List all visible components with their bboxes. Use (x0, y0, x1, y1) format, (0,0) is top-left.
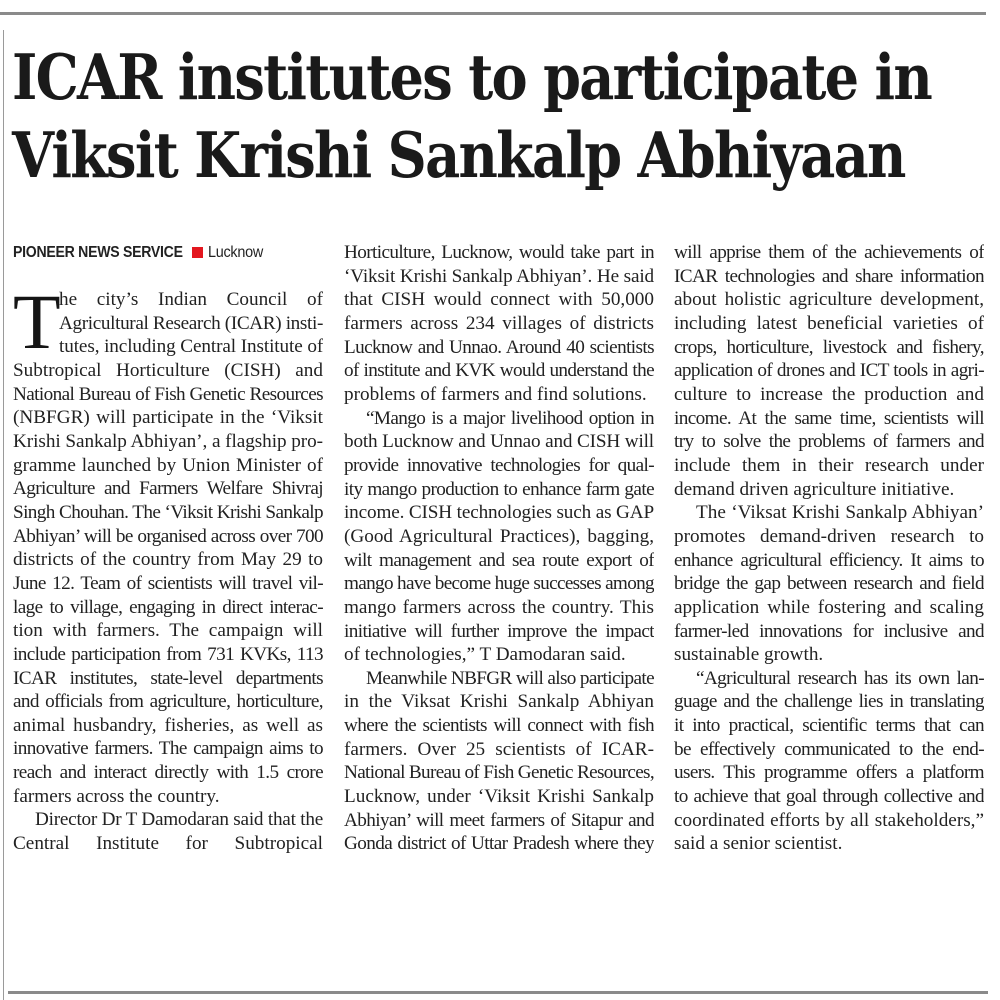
text-line: sustainable growth. (674, 644, 824, 666)
text-line: Horticulture, Lucknow, would take part in (344, 242, 654, 263)
text-line: June 12. Team of scientists will travel vil- (13, 572, 323, 594)
text-line: Gonda district of Uttar Pradesh where they (344, 833, 654, 855)
text-line: in the Viksat Krishi Sankalp Abhiyan (344, 691, 654, 713)
text-line: reach and interact directly with 1.5 crore (13, 762, 323, 784)
text-line: (NBFGR) will participate in the ‘Viksit (13, 407, 323, 429)
text-line: income. At the same time, scientists will (674, 407, 984, 429)
text-line: crops, horticulture, livestock and fishery, (674, 336, 984, 358)
top-rule (0, 12, 986, 15)
text-line: initiative will further improve the impact (344, 620, 654, 642)
text-line: ity mango production to enhance farm gate (344, 478, 654, 500)
text-line: problems of farmers and find solutions. (344, 383, 647, 405)
headline (12, 38, 932, 194)
text-line: National Bureau of Fish Genetic Resources (13, 383, 323, 405)
text-line: ICAR technologies and share information (674, 265, 984, 287)
text-line: bridge the gap between research and field (674, 573, 984, 595)
text-line: Abhiyan’ will be organised across over 700 (13, 525, 323, 547)
text-line: “Mango is a major livelihood option in (366, 407, 654, 429)
text-line: users. This programme offers a platform (674, 762, 984, 784)
text-line: Director Dr T Damodaran said that the (35, 809, 323, 831)
text-line: National Bureau of Fish Genetic Resources, (344, 762, 654, 784)
text-line: Meanwhile NBFGR will also participate (366, 667, 654, 689)
text-line: Abhiyan’ will meet farmers of Sitapur and (344, 809, 654, 831)
text-line: will apprise them of the achievements of (674, 242, 984, 263)
text-line: farmers across the country. (13, 785, 220, 807)
text-line: application while fostering and scaling (674, 596, 984, 618)
text-line: demand driven agriculture initiative. (674, 478, 955, 500)
text-line: ICAR institutes, state-level departments (13, 667, 323, 689)
text-line: farmers across 234 villages of districts (344, 312, 654, 334)
lead-paragraph (13, 278, 323, 856)
bottom-rule (8, 991, 988, 994)
text-line: lage to village, engaging in direct interac- (13, 596, 323, 618)
text-line: Subtropical Horticulture (CISH) and (13, 359, 323, 381)
article-column-3 (674, 241, 984, 856)
text-line: guage and the challenge lies in translating (674, 691, 984, 713)
text-line: innovative farmers. The campaign aims to (13, 738, 323, 760)
text-line: Lucknow and Unnao. Around 40 scientists (344, 336, 654, 358)
text-line: it into practical, scientific terms that can (674, 715, 984, 737)
text-line: try to solve the problems of farmers and (674, 431, 984, 453)
text-line: Lucknow, under ‘Viksit Krishi Sankalp (344, 786, 654, 808)
text-line: Agricultural Research (ICAR) insti- (59, 312, 323, 334)
text-line: of technologies,” T Damodaran said. (344, 644, 626, 666)
text-line: ‘Viksit Krishi Sankalp Abhiyan’. He said (344, 265, 654, 287)
text-line: include them in their research under (674, 454, 984, 476)
byline-agency: PIONEER NEWS SERVICE (13, 244, 183, 261)
text-line: said a senior scientist. (674, 833, 843, 855)
text-line: application of drones and ICT tools in agri- (674, 360, 984, 382)
text-line: where the scientists will connect with fish (344, 715, 654, 737)
text-line: include participation from 731 KVKs, 113 (13, 643, 323, 665)
text-line: about holistic agriculture development, (674, 289, 984, 311)
text-line: provide innovative technologies for qual- (344, 454, 654, 476)
text-line: and officials from agriculture, horticulture, (13, 691, 323, 713)
text-line: farmers. Over 25 scientists of ICAR- (344, 738, 654, 760)
text-line: of institute and KVK would understand the (344, 360, 654, 382)
text-line: promotes demand-driven research to (674, 525, 984, 547)
text-line: Krishi Sankalp Abhiyan’, a flagship pro- (13, 430, 323, 452)
text-line: farmer-led innovations for inclusive and (674, 620, 984, 642)
text-line: tion with farmers. The campaign will (13, 620, 323, 642)
headline-line-1: ICAR institutes to participate in (12, 40, 932, 114)
text-line: tutes, including Central Institute of (59, 336, 323, 358)
text-line: mango farmers across the country. This (344, 596, 654, 618)
text-line: Singh Chouhan. The ‘Viksit Krishi Sankalp (13, 501, 323, 523)
text-line: including latest beneficial varieties of (674, 312, 984, 334)
left-rule (3, 30, 4, 1000)
text-line: to achieve that goal through collective and (674, 786, 984, 808)
article-column-1 (13, 241, 323, 856)
text-line: that CISH would connect with 50,000 (344, 289, 654, 311)
drop-cap: T (13, 278, 61, 365)
text-line: districts of the country from May 29 to (13, 549, 323, 571)
text-line: culture to increase the production and (674, 383, 984, 405)
text-line: be effectively communicated to the end- (674, 738, 984, 760)
text-line: gramme launched by Union Minister of (13, 454, 323, 476)
text-line: “Agricultural research has its own lan- (696, 667, 984, 689)
text-line: Agriculture and Farmers Welfare Shivraj (13, 478, 323, 500)
text-line: enhance agricultural efficiency. It aims to (674, 549, 984, 571)
text-line: The ‘Viksat Krishi Sankalp Abhiyan’ (696, 502, 984, 524)
text-line: (Good Agricultural Practices), bagging, (344, 525, 654, 547)
text-line: he city’s Indian Council of (59, 289, 323, 310)
text-line: coordinated efforts by all stakeholders,” (674, 809, 984, 831)
headline-line-2: Viksit Krishi Sankalp Abhiyaan (12, 118, 905, 192)
text-line: both Lucknow and Unnao and CISH will (344, 431, 654, 453)
text-line: animal husbandry, fisheries, as well as (13, 714, 323, 736)
text-line: Central Institute for Subtropical (13, 833, 323, 855)
text-line: income. CISH technologies such as GAP (344, 502, 654, 524)
article-column-2 (344, 241, 654, 856)
red-square-separator-icon (192, 247, 203, 258)
byline-location: Lucknow (207, 244, 263, 261)
text-line: wilt management and sea route export of (344, 549, 654, 571)
text-line: mango have become huge successes among (344, 573, 654, 595)
